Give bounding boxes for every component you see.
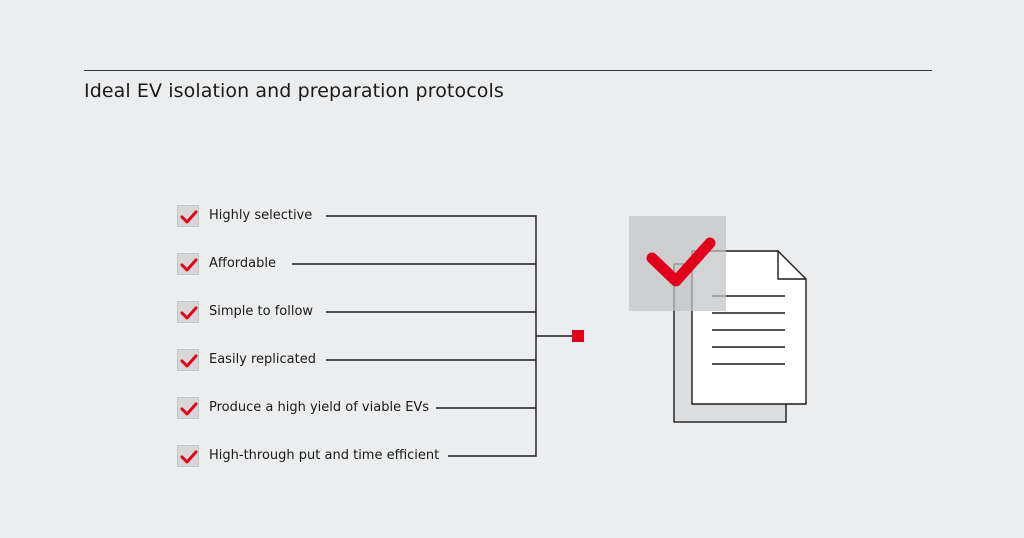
item-label-6: High-through put and time efficient — [209, 448, 440, 463]
item-label-2: Affordable — [209, 256, 276, 271]
item-label-5: Produce a high yield of viable EVs — [209, 400, 430, 415]
overlay-box — [629, 216, 726, 311]
item-label-3: Simple to follow — [209, 304, 314, 319]
page-title: Ideal EV isolation and preparation protocols — [84, 80, 504, 102]
item-label-4: Easily replicated — [209, 352, 316, 367]
item-label-1: Highly selective — [209, 208, 313, 223]
